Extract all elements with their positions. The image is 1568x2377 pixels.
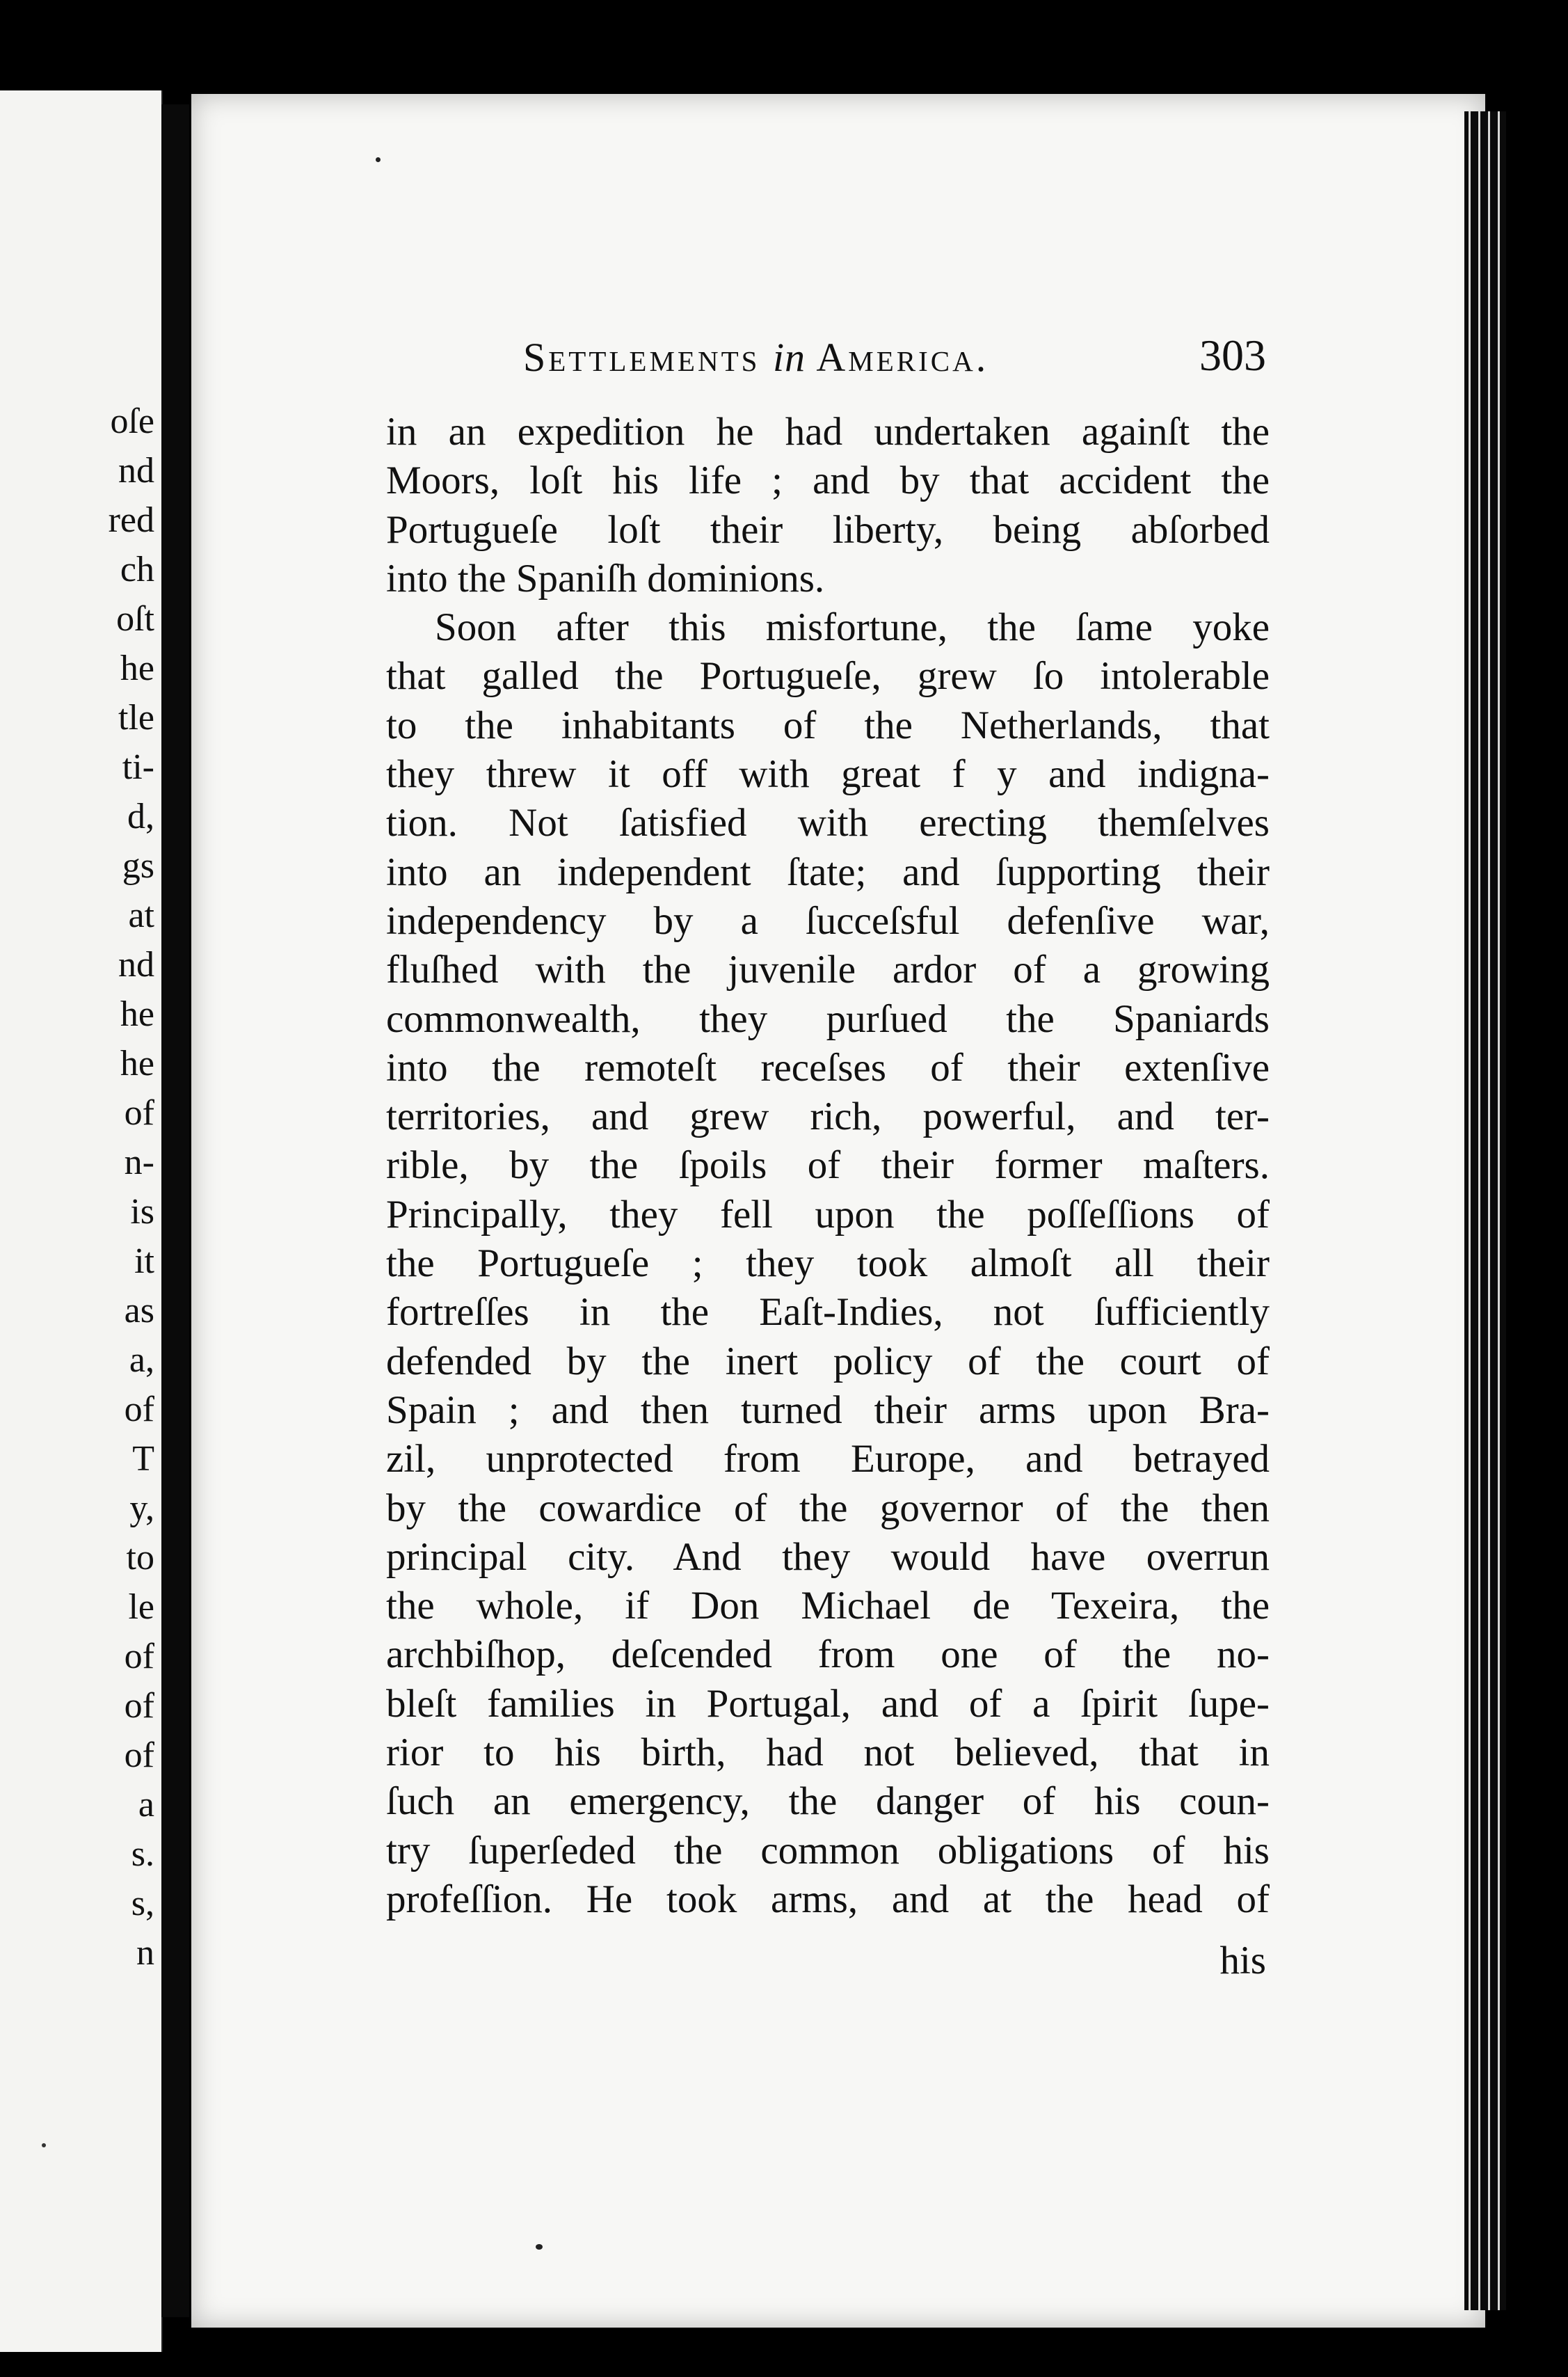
previous-page-fragment: [0, 90, 163, 2352]
text-line: into the Spaniſh dominions.: [386, 556, 825, 601]
text-line: ſuch an emergency, the danger of his coun-: [386, 1779, 1270, 1824]
text-line: rible, by the ſpoils of their former maſters.: [386, 1143, 1270, 1188]
text-line: fortreſſes in the Eaſt-Indies, not ſufficiently: [386, 1290, 1270, 1335]
previous-page-line-fragment: nd: [118, 451, 154, 491]
text-line: try ſuperſeded the common obligations of his: [386, 1828, 1270, 1873]
text-line: commonwealth, they purſued the Spaniards: [386, 996, 1270, 1041]
ink-spot: [42, 2143, 46, 2147]
running-head-suffix: America.: [806, 335, 989, 380]
previous-page-line-fragment: to: [126, 1538, 154, 1577]
text-line: into the remoteſt receſses of their extenſive: [386, 1045, 1270, 1090]
previous-page-line-fragment: of: [124, 1637, 154, 1676]
previous-page-line-fragment: oſt: [116, 599, 154, 639]
text-line: Moors, loſt his life ; and by that accident the: [386, 459, 1270, 503]
text-line: in an expedition he had undertaken againſt the: [386, 410, 1270, 454]
text-line: by the cowardice of the governor of the then: [386, 1486, 1270, 1530]
text-line: into an independent ſtate; and ſupporting their: [386, 850, 1270, 894]
previous-page-line-fragment: of: [124, 1735, 154, 1775]
text-line: archbiſhop, deſcended from one of the no-: [386, 1632, 1270, 1677]
previous-page-line-fragment: le: [128, 1587, 154, 1627]
text-line: Portugueſe loſt their liberty, being abſorbed: [386, 507, 1270, 552]
text-line: independency by a ſucceſsful defenſive war,: [386, 898, 1270, 943]
previous-page-line-fragment: T: [132, 1439, 154, 1479]
catchword: his: [1219, 1939, 1266, 1982]
previous-page-line-fragment: n: [136, 1933, 154, 1973]
page-header: [334, 327, 1294, 390]
previous-page-line-fragment: of: [124, 1390, 154, 1429]
text-line: the Portugueſe ; they took almoſt all their: [386, 1241, 1270, 1286]
text-line: principal city. And they would have overrun: [386, 1534, 1270, 1579]
text-line: zil, unprotected from Europe, and betrayed: [386, 1437, 1270, 1481]
text-line: Soon after this misfortune, the ſame yoke: [435, 605, 1270, 650]
running-head: [523, 334, 989, 381]
previous-page-line-fragment: of: [124, 1686, 154, 1726]
previous-page-line-fragment: ti-: [122, 747, 154, 787]
text-line: tion. Not ſatisfied with erecting themſelves: [386, 801, 1270, 845]
previous-page-line-fragment: nd: [118, 945, 154, 985]
text-line: bleſt families in Portugal, and of a ſpirit ſupe-: [386, 1681, 1270, 1726]
running-head-prefix: Settlements: [523, 335, 773, 380]
text-line: they threw it off with great f y and indigna-: [386, 752, 1270, 797]
previous-page-line-fragment: y,: [129, 1488, 154, 1528]
text-line: Principally, they fell upon the poſſeſſions of: [386, 1192, 1270, 1237]
previous-page-line-fragment: he: [120, 994, 154, 1034]
text-line: that galled the Portugueſe, grew ſo intolerable: [386, 654, 1270, 699]
text-line: rior to his birth, had not believed, that in: [386, 1731, 1270, 1775]
previous-page-line-fragment: of: [124, 1093, 154, 1133]
page-number: 303: [1199, 331, 1266, 380]
previous-page-line-fragment: a: [138, 1785, 154, 1825]
text-line: Spain ; and then turned their arms upon Bra-: [386, 1388, 1270, 1432]
book-gutter: [161, 104, 189, 2317]
ink-spot: [376, 157, 381, 162]
previous-page-line-fragment: is: [130, 1192, 154, 1232]
body-text: [386, 408, 1270, 1924]
ink-spot: [536, 2244, 543, 2250]
text-line: profeſſion. He took arms, and at the head of: [386, 1877, 1270, 1921]
text-line: defended by the inert policy of the court of: [386, 1339, 1270, 1383]
previous-page-line-fragment: s,: [131, 1884, 154, 1923]
previous-page-line-fragment: it: [134, 1241, 154, 1281]
page-edges: [1464, 111, 1506, 2310]
previous-page-text: [0, 397, 161, 1978]
running-head-italic: in: [772, 335, 806, 380]
previous-page-line-fragment: d,: [127, 797, 154, 836]
previous-page-line-fragment: he: [120, 649, 154, 688]
previous-page-line-fragment: red: [108, 500, 154, 540]
previous-page-line-fragment: n-: [124, 1143, 154, 1182]
previous-page-line-fragment: oſe: [110, 402, 154, 441]
text-line: fluſhed with the juvenile ardor of a growing: [386, 948, 1270, 992]
previous-page-line-fragment: tle: [118, 698, 154, 738]
previous-page-line-fragment: ch: [120, 550, 154, 589]
text-line: to the inhabitants of the Netherlands, that: [386, 703, 1270, 747]
previous-page-line-fragment: a,: [129, 1340, 154, 1380]
text-line: territories, and grew rich, powerful, and ter-: [386, 1095, 1270, 1139]
previous-page-line-fragment: at: [128, 896, 154, 935]
previous-page-line-fragment: s.: [131, 1834, 154, 1874]
previous-page-line-fragment: as: [124, 1291, 154, 1330]
previous-page-line-fragment: gs: [122, 846, 154, 886]
previous-page-line-fragment: he: [120, 1044, 154, 1083]
text-line: the whole, if Don Michael de Texeira, the: [386, 1584, 1270, 1628]
